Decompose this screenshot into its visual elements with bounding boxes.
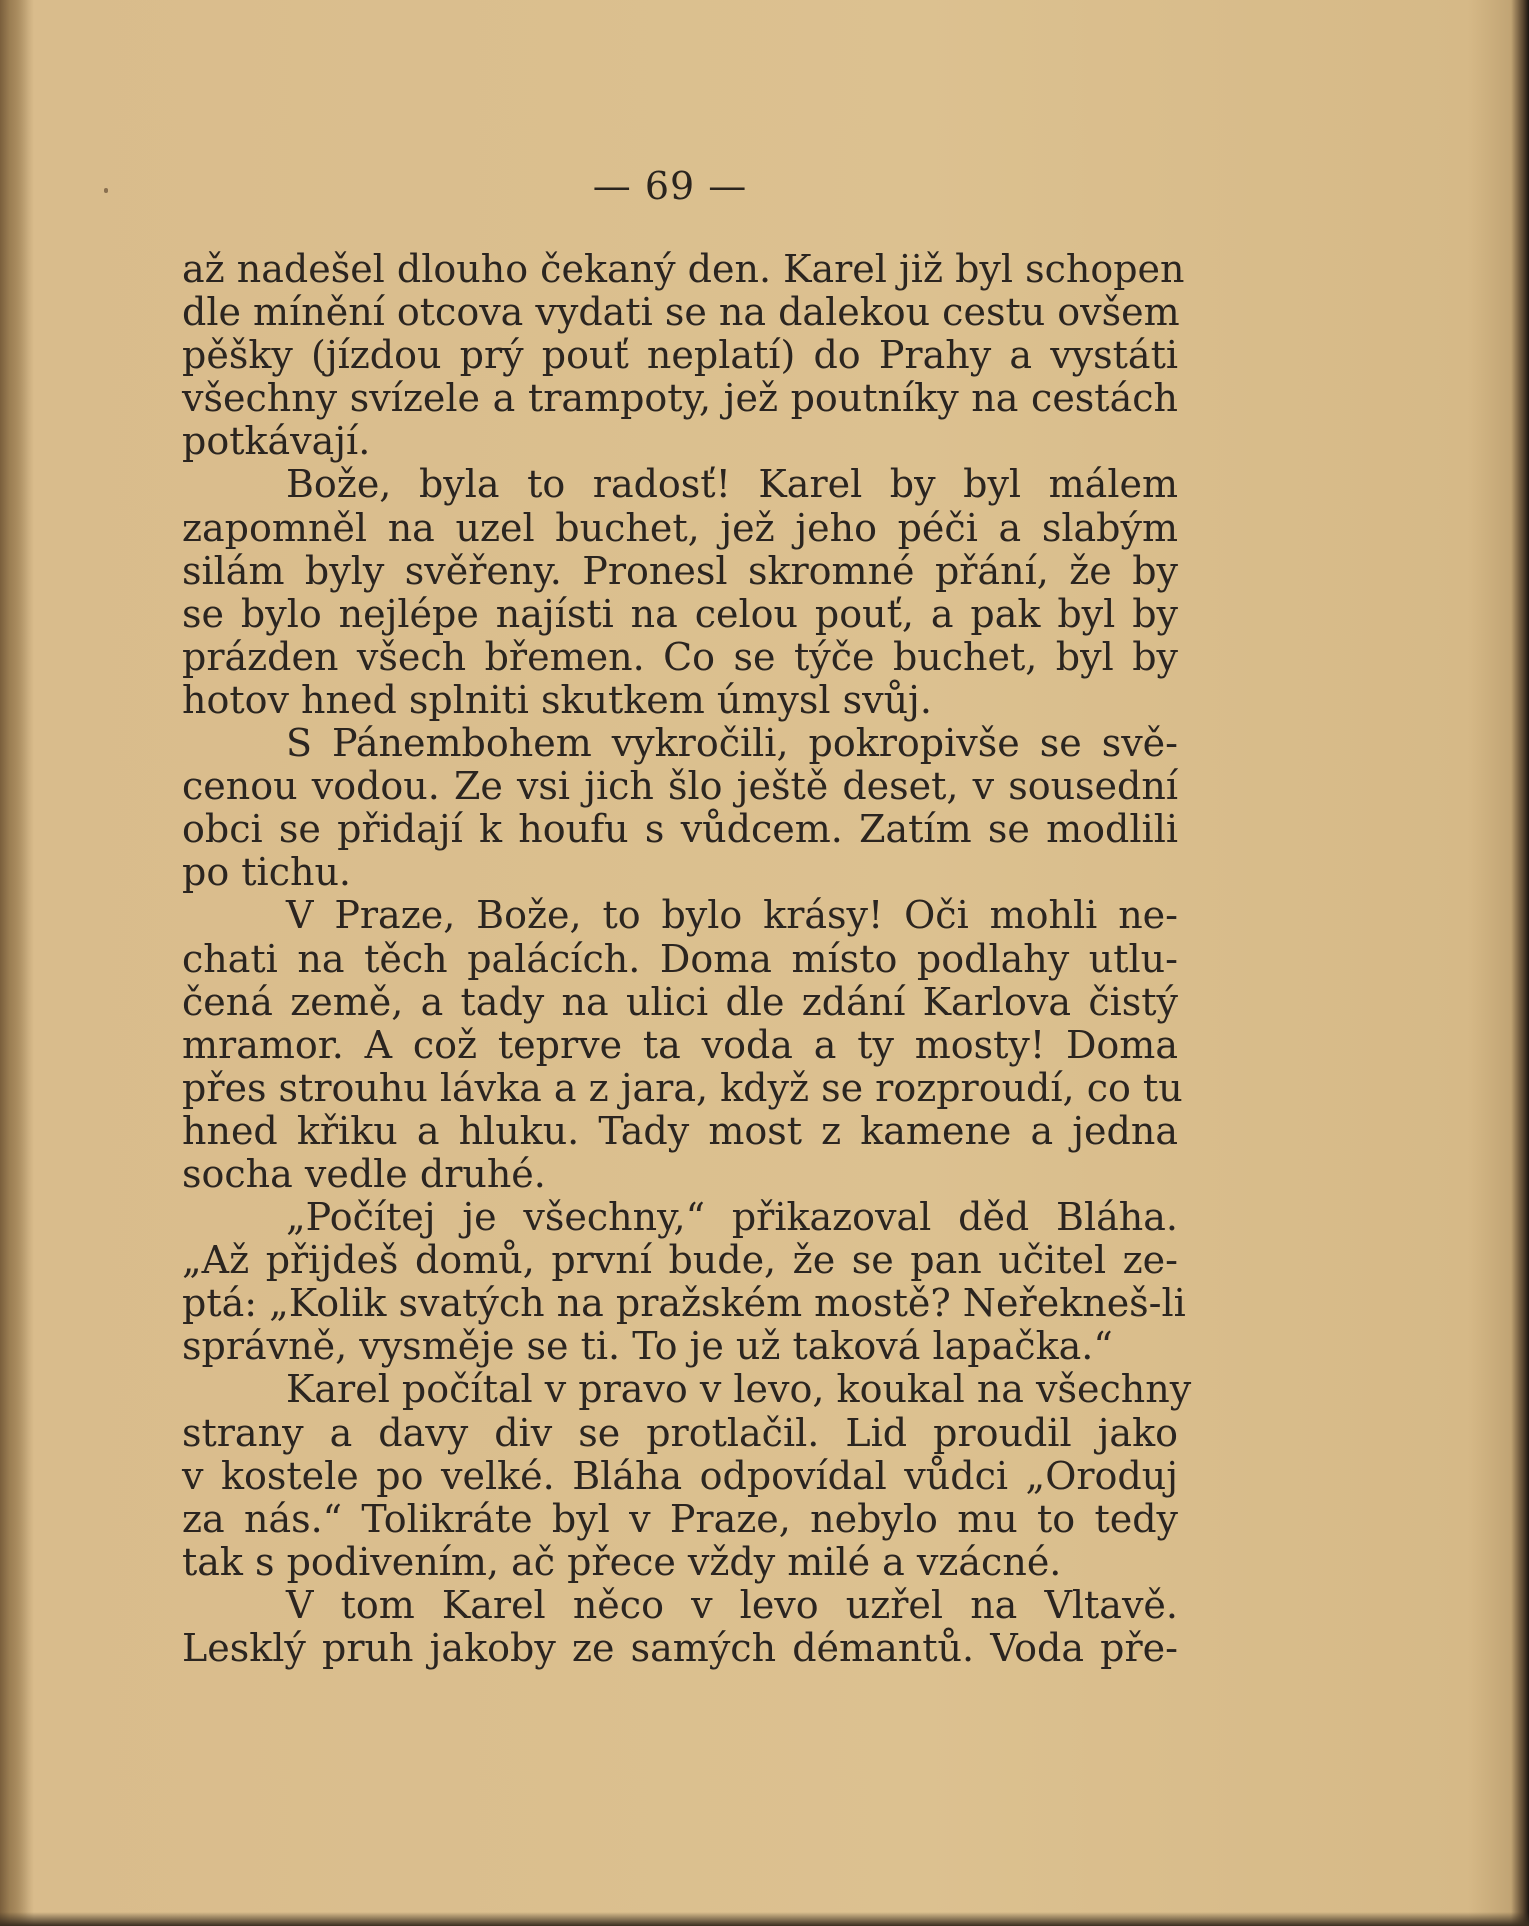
text-line: V Praze, Bože, to bylo krásy! Oči mohli ne-: [286, 893, 1178, 938]
text-line: se bylo nejlépe najísti na celou pouť, a pak byl by: [182, 591, 1178, 636]
text-line: silám byly svěřeny. Pronesl skromné přání, že by: [182, 548, 1178, 593]
text-line: správně, vysměje se ti. To je už taková lapačka.“: [182, 1324, 1113, 1369]
text-line: cenou vodou. Ze vsi jich šlo ještě deset, v sousední: [182, 764, 1178, 809]
page-edge-bottom: [0, 1912, 1529, 1926]
page-edge-right: [1511, 0, 1529, 1926]
text-line: přes strouhu lávka a z jara, když se rozproudí, co tu: [182, 1065, 1183, 1110]
text-line: tak s podivením, ač přece vždy milé a vzácné.: [182, 1539, 1062, 1584]
text-line: až nadešel dlouho čekaný den. Karel již byl schopen: [182, 247, 1185, 291]
page-number: — 69 —: [592, 164, 748, 208]
text-line: všechny svízele a trampoty, jež poutníky na cestách: [182, 376, 1178, 421]
text-line: S Pánembohem vykročili, pokropivše se svě-: [286, 721, 1178, 766]
text-line: čená země, a tady na ulici dle zdání Karlova čistý: [182, 979, 1178, 1024]
text-line: prázden všech břemen. Co se týče buchet, byl by: [182, 634, 1178, 679]
text-line: mramor. A což teprve ta voda a ty mosty! Doma: [182, 1022, 1178, 1067]
text-line: hned křiku a hluku. Tady most z kamene a jedna: [182, 1108, 1178, 1153]
text-line: za nás.“ Tolikráte byl v Praze, nebylo mu to tedy: [182, 1496, 1178, 1541]
text-line: potkávají.: [182, 419, 371, 464]
text-line: strany a davy div se protlačil. Lid proudil jako: [182, 1410, 1178, 1455]
text-line: Lesklý pruh jakoby ze samých démantů. Voda pře-: [182, 1626, 1178, 1670]
text-line: chati na těch palácích. Doma místo podlahy utlu-: [182, 936, 1178, 981]
text-line: hotov hned splniti skutkem úmysl svůj.: [182, 677, 932, 722]
text-line: dle mínění otcova vydati se na dalekou cestu ovšem: [182, 290, 1180, 335]
gutter-shadow: [0, 0, 34, 1926]
text-line: V tom Karel něco v levo uzřel na Vltavě.: [286, 1582, 1178, 1627]
text-line: Karel počítal v pravo v levo, koukal na všechny: [286, 1367, 1192, 1412]
text-line: socha vedle druhé.: [182, 1151, 546, 1196]
text-line: ptá: „Kolik svatých na pražském mostě? Neřekneš-li: [182, 1281, 1186, 1326]
text-line: Bože, byla to radosť! Karel by byl málem: [286, 462, 1178, 507]
body-text: [182, 247, 1192, 1670]
text-line: „Až přijdeš domů, první bude, že se pan učitel ze-: [182, 1238, 1178, 1283]
text-line: „Počítej je všechny,“ přikazoval děd Bláha.: [286, 1195, 1178, 1240]
text-line: obci se přidají k houfu s vůdcem. Zatím se modlili: [182, 807, 1178, 852]
text-line: v kostele po velké. Bláha odpovídal vůdci „Oroduj: [182, 1453, 1178, 1498]
text-line: po tichu.: [182, 850, 352, 895]
text-line: zapomněl na uzel buchet, jež jeho péči a slabým: [182, 505, 1178, 550]
text-line: pěšky (jízdou prý pouť neplatí) do Prahy a vystáti: [182, 333, 1178, 378]
